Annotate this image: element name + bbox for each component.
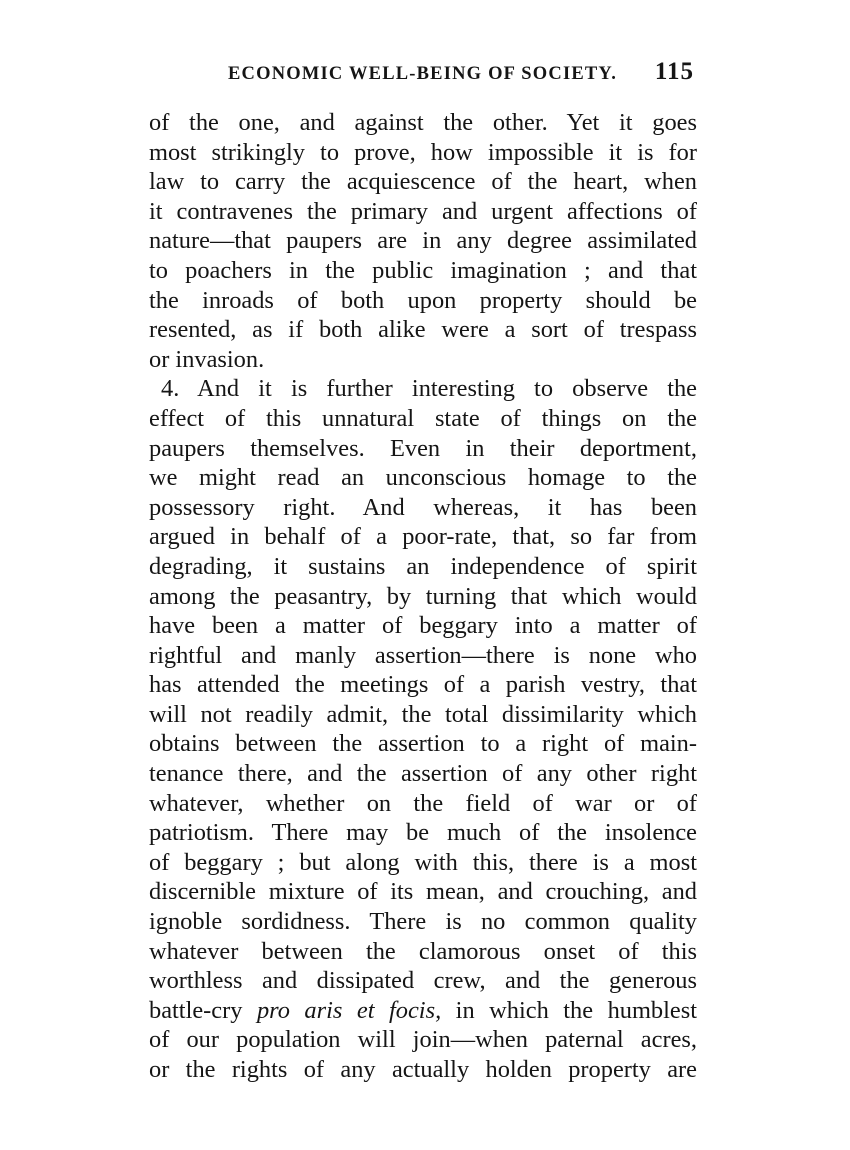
text-line: among the peasantry, by turning that which would bbox=[149, 582, 697, 610]
text-line: to poachers in the public imagination ; and that bbox=[149, 256, 697, 284]
text-line: discernible mixture of its mean, and crouching, and bbox=[149, 878, 697, 906]
text-line: have been a matter of beggary into a matter of bbox=[149, 612, 697, 640]
text-line: most strikingly to prove, how impossible it is for bbox=[149, 138, 697, 166]
paragraph-start-line: 4. And it is further interesting to observe the bbox=[161, 375, 697, 403]
text-line: argued in behalf of a poor-rate, that, so far from bbox=[149, 523, 697, 551]
text-line: possessory right. And whereas, it has been bbox=[149, 493, 697, 521]
text-segment: in which the humblest bbox=[441, 996, 697, 1024]
text-line: or the rights of any actually holden property are bbox=[149, 1056, 697, 1083]
running-head bbox=[150, 58, 698, 90]
text-line: rightful and manly assertion—there is none who bbox=[149, 641, 697, 669]
latin-phrase: pro aris et focis, bbox=[256, 996, 442, 1024]
text-line: of our population will join—when paternal acres, bbox=[149, 1026, 697, 1054]
text-line: degrading, it sustains an independence of spirit bbox=[149, 552, 697, 580]
text-segment: battle-cry bbox=[149, 996, 257, 1024]
text-line: patriotism. There may be much of the insolence bbox=[149, 819, 697, 847]
text-line: the inroads of both upon property should be bbox=[149, 286, 697, 314]
text-line: whatever between the clamorous onset of this bbox=[149, 937, 697, 965]
text-line: obtains between the assertion to a right of main- bbox=[149, 730, 697, 758]
text-line: nature—that paupers are in any degree assimilated bbox=[149, 227, 697, 255]
text-line: worthless and dissipated crew, and the generous bbox=[149, 967, 697, 995]
text-line: of beggary ; but along with this, there is a most bbox=[149, 848, 697, 876]
text-line: paupers themselves. Even in their deportment, bbox=[149, 434, 697, 462]
body-text bbox=[149, 108, 697, 1085]
latin-phrase-line bbox=[149, 996, 697, 1026]
text-line: ignoble sordidness. There is no common quality bbox=[149, 908, 697, 936]
text-line: whatever, whether on the field of war or of bbox=[149, 789, 697, 817]
text-line: has attended the meetings of a parish vestry, that bbox=[149, 671, 697, 699]
text-line: tenance there, and the assertion of any other right bbox=[149, 760, 697, 788]
text-line: of the one, and against the other. Yet it goes bbox=[149, 109, 697, 136]
text-line: it contravenes the primary and urgent affections of bbox=[149, 197, 697, 225]
text-line: effect of this unnatural state of things on the bbox=[149, 404, 697, 432]
text-line: we might read an unconscious homage to the bbox=[149, 464, 697, 492]
page-number: 115 bbox=[654, 58, 694, 85]
text-line: will not readily admit, the total dissimilarity which bbox=[149, 700, 697, 728]
text-line: resented, as if both alike were a sort of trespass bbox=[149, 316, 697, 344]
text-line: law to carry the acquiescence of the heart, when bbox=[149, 168, 697, 196]
text-line: or invasion. bbox=[149, 345, 265, 373]
running-title: ECONOMIC WELL-BEING OF SOCIETY. bbox=[228, 64, 618, 84]
